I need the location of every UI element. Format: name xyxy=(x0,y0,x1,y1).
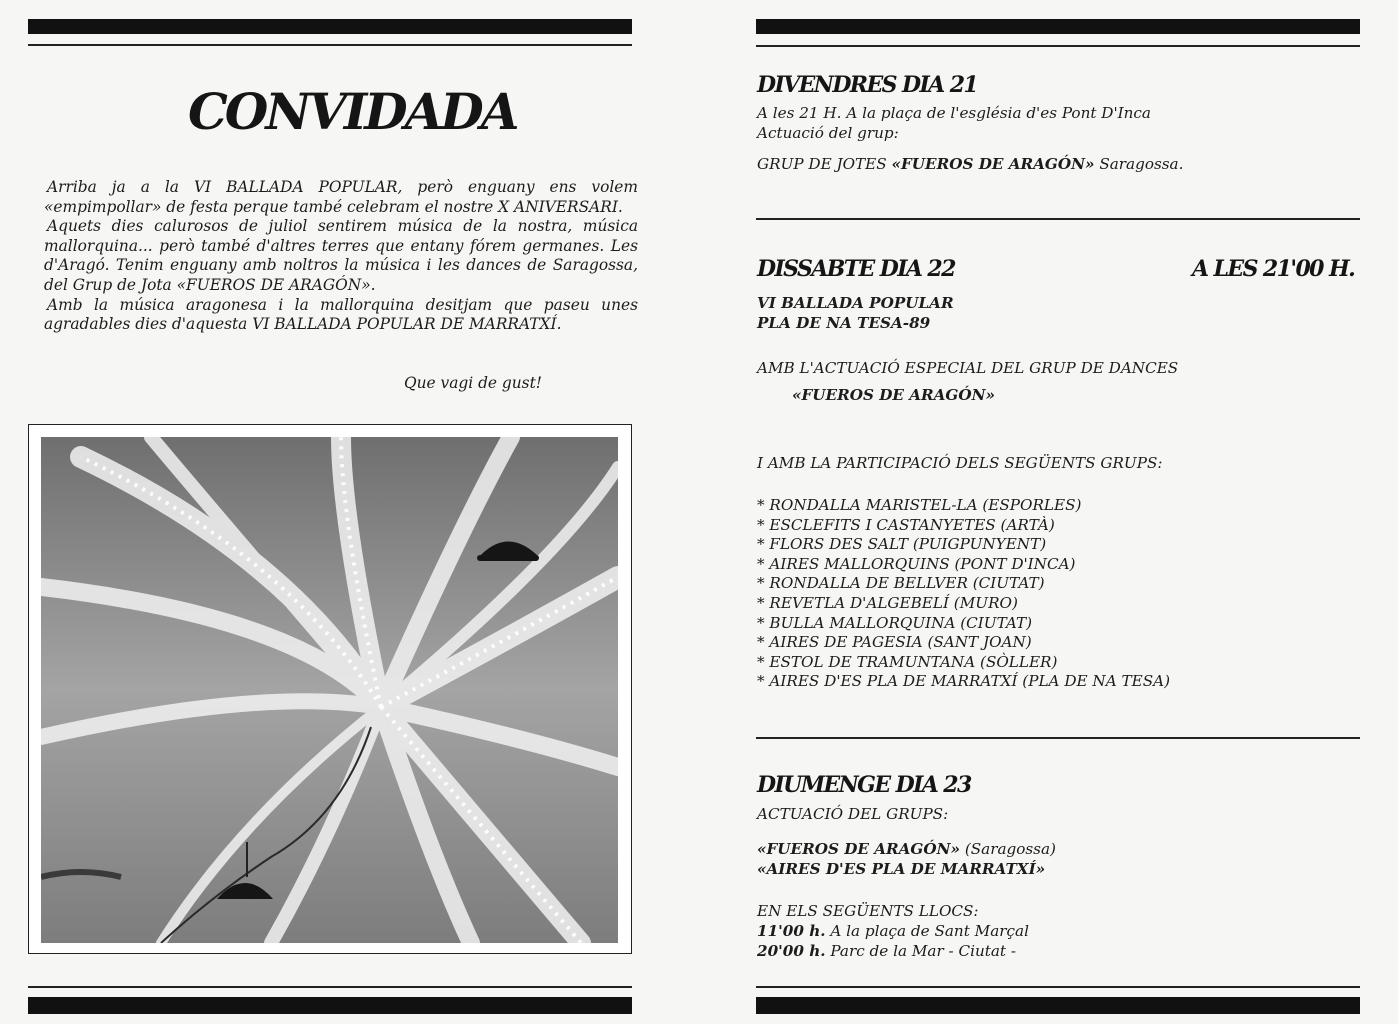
bottom-rule-left xyxy=(28,986,632,988)
saturday-participation-intro: I AMB LA PARTICIPACIÓ DELS SEGÜENTS GRUPS: xyxy=(757,454,1163,472)
sunday-place-2 xyxy=(757,942,1016,962)
sunday-time-1: 11'00 h. xyxy=(757,922,826,940)
sunday-heading: DIUMENGE DIA 23 xyxy=(757,772,971,798)
friday-group-city: Saragossa. xyxy=(1094,155,1184,173)
page-title: CONVIDADA xyxy=(188,82,517,141)
sunday-group-1-name: «FUEROS DE ARAGÓN» xyxy=(757,840,960,858)
saturday-event-line-1: VI BALLADA POPULAR xyxy=(757,294,954,312)
friday-group-line xyxy=(757,155,1183,175)
top-rule-left xyxy=(28,44,632,46)
sunday-group-1-city: (Saragossa) xyxy=(960,840,1056,858)
sunday-time-2: 20'00 h. xyxy=(757,942,826,960)
photo-frame xyxy=(28,424,632,954)
friday-group-name: «FUEROS DE ARAGÓN» xyxy=(891,155,1095,173)
intro-text xyxy=(44,178,638,335)
list-item: * ESTOL DE TRAMUNTANA (SÒLLER) xyxy=(757,652,1058,671)
sunday-group-2: «AIRES D'ES PLA DE MARRATXÍ» xyxy=(757,860,1046,878)
list-item: * RONDALLA MARISTEL-LA (ESPORLES) xyxy=(757,496,1082,514)
saturday-event-line-2: PLA DE NA TESA-89 xyxy=(757,314,931,332)
list-item: * ESCLEFITS I CASTANYETES (ARTÀ) xyxy=(757,515,1055,534)
friday-heading: DIVENDRES DIA 21 xyxy=(757,72,978,98)
section-divider xyxy=(756,218,1360,220)
intro-paragraph: Amb la música aragonesa i la mallorquina desitjam que paseu unes agradables dies d'aquesta VI BALLADA POPULAR DE MARRATXÍ. xyxy=(44,295,638,334)
saturday-special-intro: AMB L'ACTUACIÓ ESPECIAL DEL GRUP DE DANCES xyxy=(757,359,1179,377)
closing-line: Que vagi de gust! xyxy=(404,374,542,392)
intro-paragraph: Arriba ja a la VI BALLADA POPULAR, però enguany ens volem «empimpollar» de festa perque també celebram el nostre X ANIVERSARI. xyxy=(44,178,638,216)
sunday-place-1 xyxy=(757,922,1029,942)
sunday-location-1: A la plaça de Sant Marçal xyxy=(825,922,1029,940)
list-item: * FLORS DES SALT (PUIGPUNYENT) xyxy=(757,535,1047,554)
bottom-bar-left xyxy=(28,997,632,1014)
intro-paragraph: Aquets dies calurosos de juliol sentirem música de la nostra, música mallorquina... però també d'altres terres que entany fórem germanes. Les d'Aragó. Tenim enguany amb noltros la música i les dances de Saragossa, del Grup de Jota «FUEROS DE ARAGÓN». xyxy=(44,217,638,294)
list-item: * RONDALLA DE BELLVER (CIUTAT) xyxy=(757,574,1045,593)
decorations-photo-illustration xyxy=(41,437,618,943)
top-bar-left xyxy=(28,19,632,34)
top-bar-right xyxy=(756,19,1360,34)
saturday-time: A LES 21'00 H. xyxy=(1192,256,1355,282)
friday-line-2: Actuació del grup: xyxy=(757,124,899,142)
bottom-rule-right xyxy=(756,986,1360,988)
list-item: * BULLA MALLORQUINA (CIUTAT) xyxy=(757,613,1033,632)
list-item: * AIRES D'ES PLA DE MARRATXÍ (PLA DE NA TESA) xyxy=(757,672,1171,691)
sunday-intro: ACTUACIÓ DEL GRUPS: xyxy=(757,805,949,823)
saturday-heading: DISSABTE DIA 22 xyxy=(757,256,955,282)
sunday-places-intro: EN ELS SEGÜENTS LLOCS: xyxy=(757,902,979,920)
list-item: * AIRES DE PAGESIA (SANT JOAN) xyxy=(757,633,1032,652)
friday-line-1: A les 21 H. A la plaça de l'església d'es Pont D'Inca xyxy=(757,104,1151,122)
friday-group-prefix: GRUP DE JOTES xyxy=(757,155,892,173)
saturday-special-group: «FUEROS DE ARAGÓN» xyxy=(792,386,995,404)
bottom-bar-right xyxy=(756,997,1360,1014)
top-rule-right xyxy=(756,45,1360,47)
list-item: * AIRES MALLORQUINS (PONT D'INCA) xyxy=(757,554,1076,573)
list-item: * REVETLA D'ALGEBELÍ (MURO) xyxy=(757,593,1018,612)
sunday-group-1 xyxy=(757,840,1056,860)
section-divider xyxy=(756,737,1360,739)
participant-list xyxy=(757,496,1170,692)
festival-photo xyxy=(41,437,618,943)
sunday-location-2: Parc de la Mar - Ciutat - xyxy=(825,942,1016,960)
